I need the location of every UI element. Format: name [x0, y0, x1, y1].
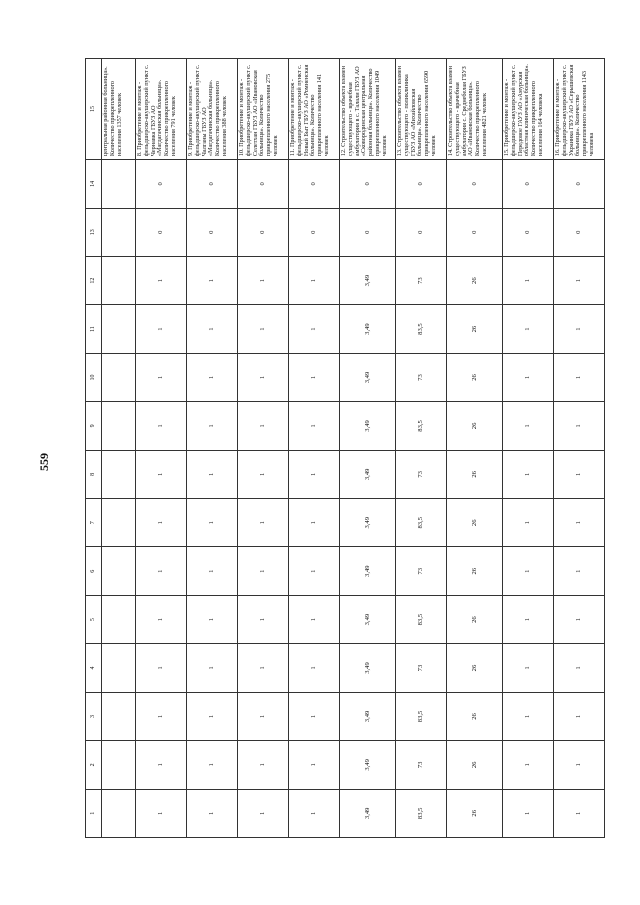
column-header: 1 [86, 789, 102, 837]
table-cell: 1 [187, 353, 238, 401]
table-cell: 1 [136, 741, 187, 789]
table-cell: 1 [554, 789, 605, 837]
table-cell: 1 [289, 402, 340, 450]
table-cell: 1 [187, 741, 238, 789]
table-row [503, 59, 554, 838]
table-cell: 1 [503, 353, 554, 401]
table-cell: 1 [503, 741, 554, 789]
column-header: 2 [86, 741, 102, 789]
table-cell: 3,49 [340, 789, 396, 837]
table-cell: 1 [136, 547, 187, 595]
table-cell: 1 [503, 256, 554, 304]
table-cell: 1 [289, 644, 340, 692]
table-cell: 1 [136, 450, 187, 498]
table-cell: 0 [396, 160, 447, 208]
table-cell: 1 [503, 402, 554, 450]
table-cell: 1 [554, 595, 605, 643]
table-cell: 1 [238, 305, 289, 353]
table-cell: 1 [187, 499, 238, 547]
table-cell: 0 [136, 160, 187, 208]
table-cell: 1 [289, 595, 340, 643]
table-cell: 83,5 [396, 595, 447, 643]
table-cell: 3,49 [340, 692, 396, 740]
table-cell: 1 [136, 256, 187, 304]
table-cell [102, 692, 136, 740]
table-cell: 0 [238, 208, 289, 256]
table-cell: 0 [289, 160, 340, 208]
table-cell: 3,49 [340, 450, 396, 498]
table-cell: 3,49 [340, 402, 396, 450]
table-cell: 0 [503, 208, 554, 256]
table-cell: 1 [554, 450, 605, 498]
table-cell: 83,5 [396, 692, 447, 740]
table-cell: 1 [289, 450, 340, 498]
column-header: 14 [86, 160, 102, 208]
table-cell: 1 [503, 450, 554, 498]
table-cell: 1 [554, 644, 605, 692]
table-cell: 1 [187, 547, 238, 595]
table-row [554, 59, 605, 838]
table-cell: 73 [396, 741, 447, 789]
table-cell: 1 [187, 256, 238, 304]
row-description: 15. Приобретение и монтаж - фельдшерско-акушерский пункт с. Передовое ГАУЗ АО «Амурская областная клиническая больница». Количество прикрепленного населения 164 человека [503, 59, 554, 160]
table-cell: 1 [238, 692, 289, 740]
table-cell [102, 353, 136, 401]
row-description: 13. Строительство объекта взамен существующего - поликлиника ГБУЗ АО «Михайловская больница». Количество прикрепленного населения 6590 человек [396, 59, 447, 160]
table-cell: 1 [289, 547, 340, 595]
table-cell [102, 450, 136, 498]
table-cell: 1 [289, 256, 340, 304]
table-cell: 3,49 [340, 499, 396, 547]
table-cell: 0 [187, 160, 238, 208]
table-cell: 26 [447, 692, 503, 740]
column-header: 15 [86, 59, 102, 160]
table-cell: 73 [396, 353, 447, 401]
table-cell: 1 [136, 644, 187, 692]
table-cell [102, 499, 136, 547]
table-cell: 1 [136, 353, 187, 401]
table-cell: 73 [396, 547, 447, 595]
table-cell: 1 [136, 402, 187, 450]
table-cell: 1 [238, 256, 289, 304]
table-cell: 0 [447, 160, 503, 208]
table-cell: 1 [187, 450, 238, 498]
table-cell: 83,5 [396, 305, 447, 353]
table-cell: 1 [136, 692, 187, 740]
table-cell: 1 [238, 547, 289, 595]
table-row [187, 59, 238, 838]
row-description: центральная районная больница». Количество прикрепленного населения 1357 человек [102, 59, 136, 160]
table-cell [102, 595, 136, 643]
table-cell: 1 [503, 644, 554, 692]
table-cell [102, 547, 136, 595]
column-header: 4 [86, 644, 102, 692]
table-container [85, 58, 595, 838]
table-cell: 26 [447, 547, 503, 595]
table-cell [102, 256, 136, 304]
table-cell: 0 [340, 208, 396, 256]
column-header: 9 [86, 402, 102, 450]
column-header: 6 [86, 547, 102, 595]
table-cell: 1 [503, 595, 554, 643]
table-cell [102, 208, 136, 256]
row-description: 9. Приобретение и монтаж - фельдшерско-акушерский пункт с. Чалганы ГБУЗ АО «Магдагачинская больница». Количество прикрепленного населения 388 человек [187, 59, 238, 160]
table-cell: 26 [447, 353, 503, 401]
table-cell: 3,49 [340, 305, 396, 353]
table-cell: 26 [447, 741, 503, 789]
table-cell: 1 [289, 353, 340, 401]
row-description: 8. Приобретение и монтаж - фельдшерско-акушерский пункт с. Чернавка ГБУЗ АО «Магдагачинская больница». Количество прикрепленного населения 791 человек [136, 59, 187, 160]
table-cell: 83,5 [396, 789, 447, 837]
table-cell: 1 [238, 741, 289, 789]
table-cell: 1 [503, 547, 554, 595]
table-cell: 1 [554, 547, 605, 595]
table-cell: 1 [554, 741, 605, 789]
table-cell: 1 [136, 499, 187, 547]
table-cell: 1 [289, 741, 340, 789]
table-cell: 26 [447, 789, 503, 837]
table-cell: 1 [554, 402, 605, 450]
table-cell: 1 [187, 305, 238, 353]
table-row [340, 59, 396, 838]
table-row [289, 59, 340, 838]
table-cell: 0 [503, 160, 554, 208]
table-cell: 1 [554, 256, 605, 304]
table-cell: 3,49 [340, 644, 396, 692]
table-cell: 1 [503, 499, 554, 547]
table-cell: 1 [238, 353, 289, 401]
table-cell: 3,49 [340, 595, 396, 643]
table-cell: 1 [187, 402, 238, 450]
table-cell: 1 [136, 789, 187, 837]
table-cell: 3,49 [340, 256, 396, 304]
table-cell: 1 [238, 402, 289, 450]
table-row [396, 59, 447, 838]
table-cell: 26 [447, 499, 503, 547]
row-description: 12. Строительство объекта взамен существующего - врачебная амбулатория в с. Талали ГБУЗ АО «Сковородинская центральная районная больница». Количество прикрепленного населения 1049 человек [340, 59, 396, 160]
table-header-row [86, 59, 102, 838]
table-cell: 1 [289, 499, 340, 547]
table-cell: 1 [187, 595, 238, 643]
column-header: 3 [86, 692, 102, 740]
table-cell: 0 [187, 208, 238, 256]
table-cell: 73 [396, 256, 447, 304]
table-row [102, 59, 136, 838]
table-cell: 0 [238, 160, 289, 208]
table-cell: 1 [187, 692, 238, 740]
table-row [447, 59, 503, 838]
table-cell [102, 305, 136, 353]
column-header: 5 [86, 595, 102, 643]
table-cell: 26 [447, 595, 503, 643]
table-cell: 0 [396, 208, 447, 256]
row-description: 14. Строительство объекта взамен существующего - врачебная амбулатория с. Среднебелая ГБУЗ АО «Ивановская больница». Количество прикрепленного населения 4821 человек [447, 59, 503, 160]
column-header: 11 [86, 305, 102, 353]
table-cell: 1 [554, 353, 605, 401]
table-cell: 26 [447, 256, 503, 304]
table-cell: 26 [447, 305, 503, 353]
table-cell: 0 [136, 208, 187, 256]
table-cell: 26 [447, 450, 503, 498]
table-cell: 73 [396, 644, 447, 692]
table-cell: 0 [289, 208, 340, 256]
table-cell [102, 402, 136, 450]
table-cell: 1 [554, 305, 605, 353]
table-cell: 3,49 [340, 741, 396, 789]
table-cell: 1 [238, 644, 289, 692]
table-cell: 3,49 [340, 547, 396, 595]
table-cell [102, 741, 136, 789]
table-cell: 0 [340, 160, 396, 208]
column-header: 12 [86, 256, 102, 304]
table-cell: 1 [136, 305, 187, 353]
table-cell: 1 [503, 789, 554, 837]
table-cell: 1 [238, 450, 289, 498]
table-cell [102, 160, 136, 208]
table-cell: 26 [447, 644, 503, 692]
table-cell: 1 [136, 595, 187, 643]
table-cell [102, 644, 136, 692]
page-number: 559 [37, 453, 51, 471]
table-cell: 1 [503, 305, 554, 353]
table-cell: 1 [503, 692, 554, 740]
row-description: 16. Приобретение и монтаж - фельдшерско-акушерский пункт с. Украинка ГБУЗ АО «Серышевская больница». Количество прикрепленного населения 1143 человека [554, 59, 605, 160]
table-cell: 1 [238, 595, 289, 643]
column-header: 10 [86, 353, 102, 401]
row-description: 10. Приобретение и монтаж - фельдшерско-акушерский пункт с. Селетхан ГБУЗ АО «Ивановская больница». Количество прикрепленного населения 275 человек [238, 59, 289, 160]
table-cell: 1 [187, 644, 238, 692]
table-cell: 0 [554, 160, 605, 208]
table-cell: 1 [238, 789, 289, 837]
table-cell [102, 789, 136, 837]
table-cell: 1 [289, 692, 340, 740]
table-cell: 73 [396, 450, 447, 498]
table-cell: 0 [447, 208, 503, 256]
table-cell: 1 [289, 305, 340, 353]
table-cell: 1 [554, 499, 605, 547]
table-cell: 83,5 [396, 499, 447, 547]
row-description: 11. Приобретение и монтаж - фельдшерско-акушерский пункт с. Новый Быт ГБУЗ АО «Ромненская больница». Количество прикрепленного населения 141 человек [289, 59, 340, 160]
table-cell: 1 [238, 499, 289, 547]
table-cell: 3,49 [340, 353, 396, 401]
data-table [85, 58, 605, 838]
table-cell: 1 [187, 789, 238, 837]
table-cell: 1 [289, 789, 340, 837]
column-header: 7 [86, 499, 102, 547]
table-cell: 26 [447, 402, 503, 450]
table-cell: 0 [554, 208, 605, 256]
table-cell: 83,5 [396, 402, 447, 450]
column-header: 13 [86, 208, 102, 256]
table-row [136, 59, 187, 838]
table-row [238, 59, 289, 838]
table-cell: 1 [554, 692, 605, 740]
column-header: 8 [86, 450, 102, 498]
